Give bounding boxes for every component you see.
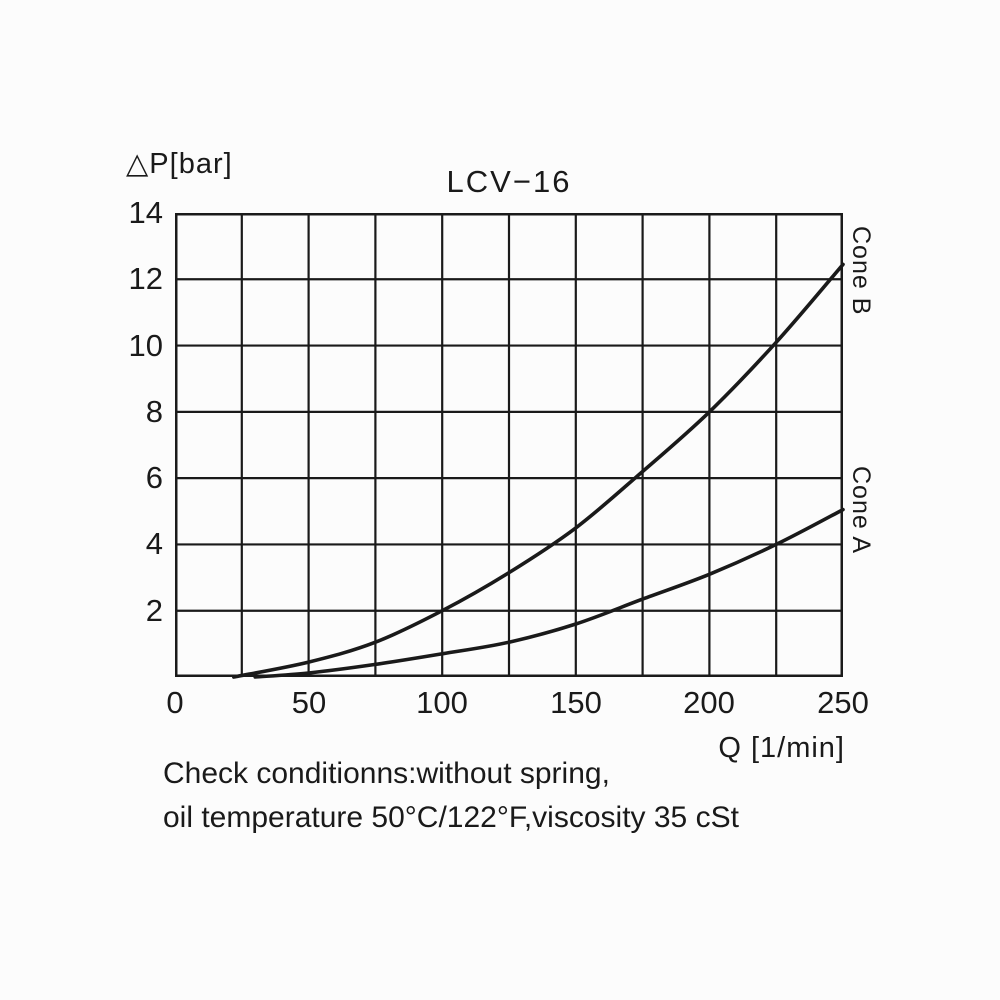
curve-cone-b [234, 264, 843, 677]
x-tick-50: 50 [291, 685, 327, 720]
y-tick-8: 8 [145, 394, 163, 429]
chart-title: LCV−16 [446, 164, 572, 199]
y-tick-4: 4 [145, 526, 163, 561]
grid-lines [175, 213, 843, 677]
x-tick-0: 0 [166, 685, 184, 720]
y-tick-14: 14 [128, 195, 163, 230]
curve-label-cone-a: Cone A [847, 466, 875, 555]
y-tick-10: 10 [128, 328, 163, 363]
curves [234, 264, 843, 677]
x-axis-title: Q [1/min] [718, 732, 845, 764]
y-tick-6: 6 [145, 460, 163, 495]
x-tick-150: 150 [550, 685, 602, 720]
check-conditions-line-1: Check conditionns:without spring, [163, 757, 610, 790]
plot-area [175, 213, 843, 677]
curve-label-cone-b: Cone B [847, 226, 875, 316]
check-conditions-line-2: oil temperature 50°C/122°F,viscosity 35 cSt [163, 801, 739, 834]
x-tick-250: 250 [817, 685, 869, 720]
y-axis-title: △P[bar] [126, 148, 233, 180]
y-tick-2: 2 [145, 593, 163, 628]
x-tick-200: 200 [683, 685, 735, 720]
x-tick-100: 100 [416, 685, 468, 720]
y-tick-12: 12 [128, 261, 163, 296]
